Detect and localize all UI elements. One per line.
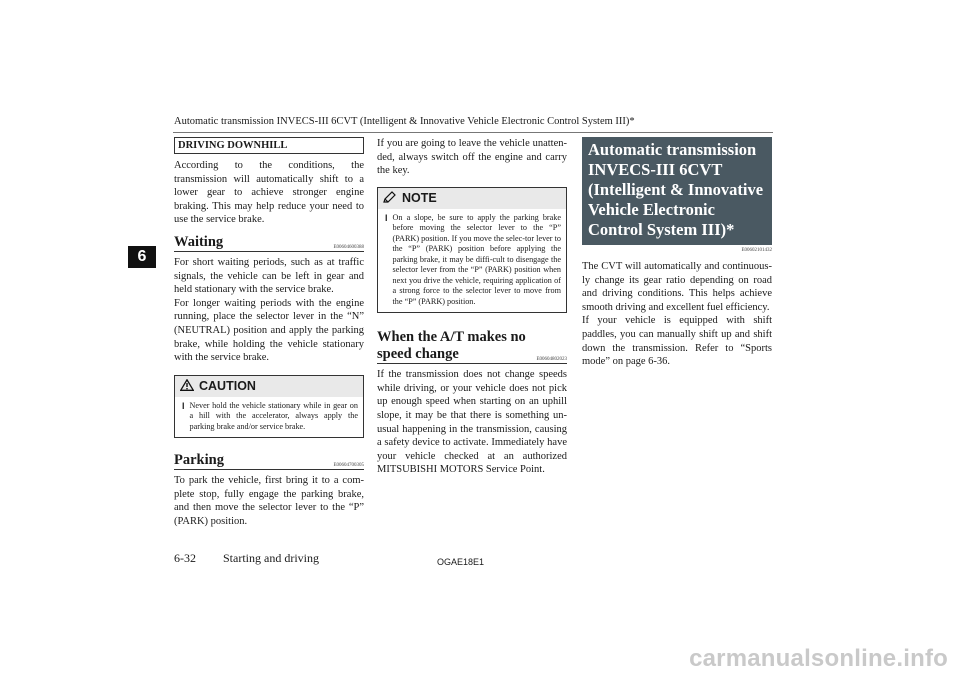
note-label: NOTE bbox=[402, 191, 437, 206]
running-head: Automatic transmission INVECS-III 6CVT (Intelligent & Innovative Vehicle Electronic Control System III)* bbox=[174, 116, 635, 127]
note-header bbox=[378, 188, 566, 209]
caution-header bbox=[175, 376, 363, 397]
header-rule bbox=[173, 132, 773, 133]
speed-change-heading bbox=[377, 329, 567, 364]
parking-title: Parking bbox=[174, 452, 224, 469]
footer-section: Starting and driving bbox=[223, 551, 319, 565]
warning-triangle-icon bbox=[180, 379, 194, 394]
bullet-icon: l bbox=[385, 212, 388, 223]
page-number: 6-32 bbox=[174, 551, 196, 565]
downhill-paragraph: According to the conditions, the transmission will automatically shift to a lower gear to achieve stronger engine braking. This may help reduce your need to use the service brake. bbox=[174, 160, 364, 226]
column-left bbox=[174, 137, 364, 529]
parking-heading bbox=[174, 452, 364, 470]
note-pencil-icon bbox=[383, 191, 397, 206]
waiting-heading bbox=[174, 234, 364, 252]
column-right bbox=[582, 137, 772, 369]
waiting-paragraph-2: For longer waiting periods with the engine running, place the selector lever in the “N” (NEUTRAL) position and apply the parking brake, while holding the vehicle stationary with the service brake. bbox=[174, 297, 364, 364]
caution-text: Never hold the vehicle stationary while in gear on a hill with the accelerator, always apply the parking brake and/or service brake. bbox=[189, 400, 358, 431]
note-item bbox=[378, 209, 566, 308]
driving-downhill-heading: DRIVING DOWNHILL bbox=[174, 137, 364, 154]
waiting-code: E00604600388 bbox=[333, 244, 364, 250]
parking-paragraph: To park the vehicle, first bring it to a com-plete stop, fully engage the parking brake, and then move the selector lever to the “P” (PARK) position. bbox=[174, 475, 364, 527]
chapter-tab: 6 bbox=[128, 246, 156, 268]
waiting-title: Waiting bbox=[174, 233, 224, 250]
caution-label: CAUTION bbox=[199, 379, 256, 394]
parking-code: E00604700305 bbox=[333, 463, 364, 469]
speed-change-code: E00604802023 bbox=[536, 357, 567, 363]
note-text: On a slope, be sure to apply the parking brake before moving the selector lever to the “P” (PARK) position. If you move the selec-tor lever to the “P” (PARK) position before applying the parking brake, it may be diffi-cult to disengage the selector lever from the “P” (PARK) position when next you drive the vehicle, requiring application of a strong force to the selector lever to move from the “P” (PARK) position. bbox=[392, 212, 561, 306]
speed-change-title: When the A/T makes no speed change bbox=[377, 329, 526, 363]
cvt-paragraph-2: If your vehicle is equipped with shift paddles, you can manually shift up and shift down the transmission. Refer to “Sports mode” on page 6-36. bbox=[582, 315, 772, 368]
cvt-paragraph-1: The CVT will automatically and continuous-ly change its gear ratio depending on road and driving conditions. This helps achieve smooth driving and excellent fuel efficiency. bbox=[582, 261, 772, 313]
section-title-banner: Automatic transmission INVECS-III 6CVT (Intelligent & Innovative Vehicle Electronic Control System III)* bbox=[582, 137, 772, 245]
waiting-paragraph-1: For short waiting periods, such as at traffic signals, the vehicle can be left in gear and held stationary with the service brake. bbox=[174, 256, 364, 296]
column-middle bbox=[377, 137, 567, 477]
unattended-paragraph: If you are going to leave the vehicle unatten-ded, always switch off the engine and carry the key. bbox=[377, 138, 567, 177]
caution-box bbox=[174, 375, 364, 439]
footer-doc-code: OGAE18E1 bbox=[437, 557, 485, 567]
watermark: carmanualsonline.info bbox=[689, 645, 948, 672]
caution-item bbox=[175, 397, 363, 433]
bullet-icon: l bbox=[182, 400, 185, 411]
speed-change-paragraph: If the transmission does not change speeds while driving, or your vehicle does not pick up enough speed when starting on an uphill slope, it may be that there is something un-usual happening in the transmission, causing a safety device to activate. Immediately have your vehicle checked at an authorized MITSUBISHI MOTORS Service Point. bbox=[377, 369, 567, 476]
section-code: E00602101432 bbox=[741, 248, 772, 253]
note-box bbox=[377, 187, 567, 314]
